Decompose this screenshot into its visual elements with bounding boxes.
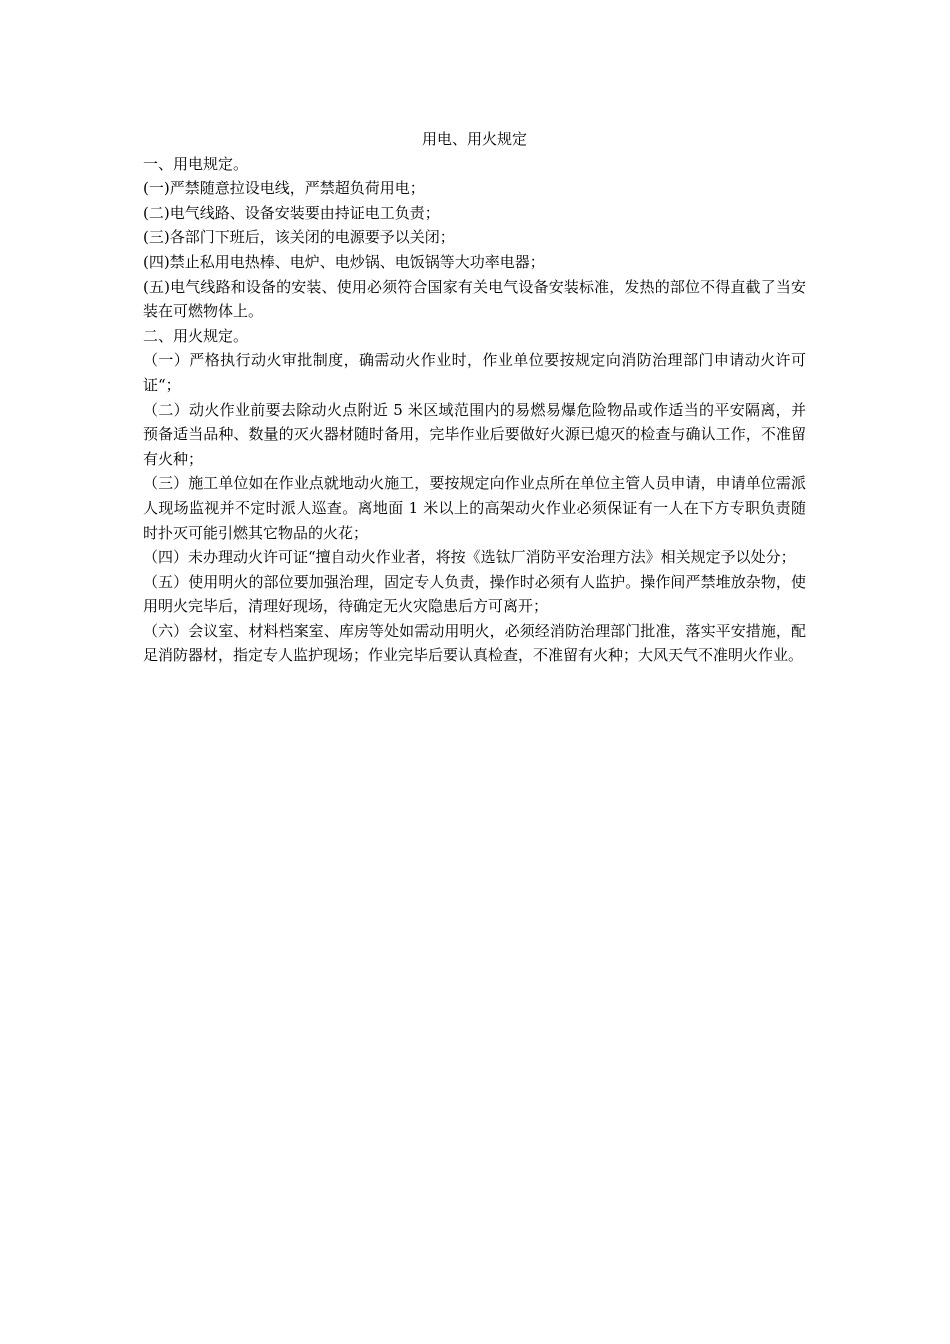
electricity-rule-4: (四)禁止私用电热棒、电炉、电炒锅、电饭锅等大功率电器； bbox=[143, 252, 545, 271]
electricity-rule-1: (一)严禁随意拉设电线，严禁超负荷用电； bbox=[143, 179, 425, 198]
fire-rule-3: （三）施工单位如在作业点就地动火施工，要按规定向作业点所在单位主管人员申请，申请单位需派人现场监视并不定时派人巡查。离地面 1 米以上的高架动火作业必须保证有一人在下方专职负责随时扑灭可能引燃其它物品的火花； bbox=[143, 474, 806, 542]
section-heading-fire: 二、用火规定。 bbox=[143, 326, 249, 345]
fire-rule-5: （五）使用明火的部位要加强治理，固定专人负责，操作时必须有人监护。操作间严禁堆放杂物，使用明火完毕后，清理好现场，待确定无火灾隐患后方可离开； bbox=[143, 572, 806, 616]
electricity-rule-3: (三)各部门下班后，该关闭的电源要予以关闭； bbox=[143, 228, 455, 247]
fire-rule-4: （四）未办理动火许可证“擅自动火作业者，将按《选钛厂消防平安治理方法》相关规定予以处分； bbox=[143, 548, 796, 567]
electricity-rule-2: (二)电气线路、设备安装要由持证电工负责； bbox=[143, 203, 440, 222]
electricity-rule-5: (五)电气线路和设备的安装、使用必须符合国家有关电气设备安装标准，发热的部位不得直截了当安装在可燃物体上。 bbox=[143, 277, 806, 321]
fire-rule-2: （二）动火作业前要去除动火点附近 5 米区域范围内的易燃易爆危险物品或作适当的平安隔离，并预备适当品种、数量的灭火器材随时备用，完毕作业后要做好火源已熄灭的检查与确认工作，不准留有火种； bbox=[143, 400, 806, 468]
section-heading-electricity: 一、用电规定。 bbox=[143, 154, 249, 173]
fire-rule-1: （一）严格执行动火审批制度，确需动火作业时，作业单位要按规定向消防治理部门申请动火许可证“； bbox=[143, 351, 806, 394]
document-title: 用电、用火规定 bbox=[421, 130, 527, 148]
fire-rule-6: （六）会议室、材料档案室、库房等处如需动用明火，必须经消防治理部门批准，落实平安措施，配足消防器材，指定专人监护现场；作业完毕后要认真检查，不准留有火种；大风天气不准明火作业。 bbox=[143, 621, 806, 665]
document-page bbox=[143, 127, 806, 668]
